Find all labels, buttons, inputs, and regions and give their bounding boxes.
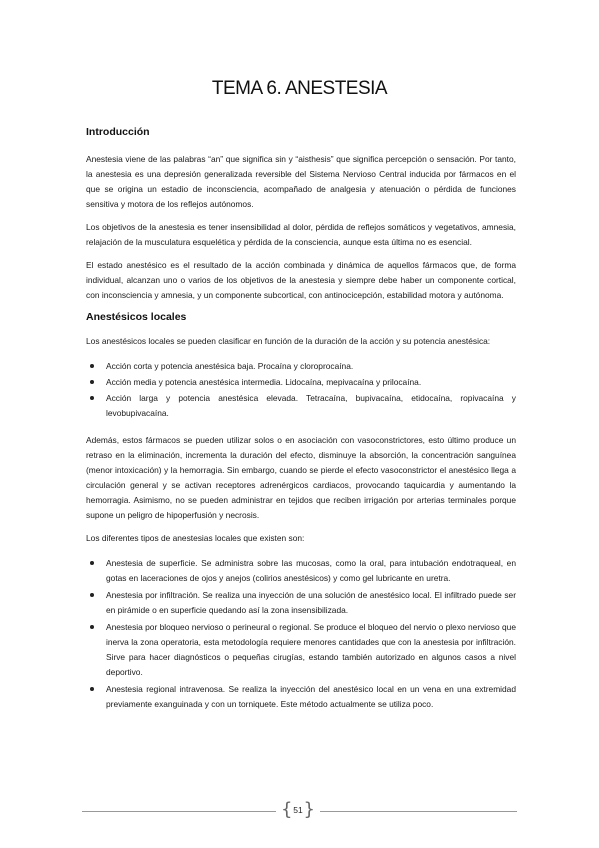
list-item: Acción corta y potencia anestésica baja. Procaína y cloroprocaína. [86, 359, 516, 374]
list-item: Acción media y potencia anestésica intermedia. Lidocaína, mepivacaína y prilocaína. [86, 375, 516, 390]
local-intro-paragraph: Los anestésicos locales se pueden clasificar en función de la duración de la acción y su potencia anestésica: [86, 336, 491, 346]
intro-paragraph-1: Anestesia viene de las palabras “an” que significa sin y “aisthesis” que significa percepción o sensación. Por tanto, la anestesia es una depresión generalizada reversible del Sistema Nervioso Central inducida por fármacos en el que se origina un estadio de inconsciencia, acompañado de analgesia y atenuación o pérdida de funciones sensitiva y motora de los reflejos autónomos. [86, 154, 516, 209]
types-intro-paragraph: Los diferentes tipos de anestesias locales que existen son: [86, 533, 305, 543]
list-item: Anestesia por infiltración. Se realiza una inyección de una solución de anestésico local. El infiltrado puede ser en pirámide o en superficie quedando así la zona insensibilizada. [86, 588, 516, 618]
vasoconstrictor-paragraph: Además, estos fármacos se pueden utilizar solos o en asociación con vasoconstrictores, esto último produce un retraso en la eliminación, incrementa la duración del efecto, disminuye la absorción, la concentración sanguínea (menor intoxicación) y la hemorragia. Sin embargo, cuando se pierde el efecto vasoconstrictor el anestésico llega a circulación general y se activan receptores adrenérgicos cardiacos, provocando taquicardia y aumentando la hemorragia. Asimismo, no se pueden administrar en tejidos que reciben irrigación por arterias terminales porque supone un peligro de hipoperfusión y necrosis. [86, 435, 516, 520]
page-number: 51 [293, 805, 303, 815]
brace-left-icon: { [281, 799, 293, 820]
intro-paragraph-3: El estado anestésico es el resultado de la acción combinada y dinámica de aquellos fármacos que, de forma individual, alcanzan uno o varios de los objetivos de la anestesia y siempre debe haber un componente cortical, con inconsciencia y amnesia, y un componente subcortical, con antinocicepción, estabilidad motora y autónoma. [86, 260, 516, 300]
page-number-box [281, 800, 315, 822]
list-item: Acción larga y potencia anestésica elevada. Tetracaína, bupivacaína, etidocaína, ropivacaína y levobupivacaína. [86, 391, 516, 421]
intro-paragraph-2: Los objetivos de la anestesia es tener insensibilidad al dolor, pérdida de reflejos somáticos y vegetativos, amnesia, relajación de la musculatura esquelética y pérdida de la consciencia, aunque esta última no es esencial. [86, 222, 516, 247]
section-heading-introduccion: Introducción [86, 126, 150, 138]
list-item: Anestesia regional intravenosa. Se realiza la inyección del anestésico local en un vena en una extremidad previamente exanguinada y con un torniquete. Este método actualmente se utiliza poco. [86, 682, 516, 712]
footer-rule-left [82, 811, 276, 812]
section-heading-anestesicos-locales: Anestésicos locales [86, 311, 187, 323]
page-title: TEMA 6. ANESTESIA [211, 78, 388, 99]
page-content [86, 126, 516, 720]
list-item: Anestesia de superficie. Se administra sobre las mucosas, como la oral, para intubación endotraqueal, en gotas en laceraciones de ojos y anejos (colirios anestésicos) y como gel lubricante en uretra. [86, 556, 516, 586]
brace-right-icon: } [303, 799, 315, 820]
anesthesia-types-list [86, 556, 516, 712]
footer-rule-right [320, 811, 517, 812]
list-item: Anestesia por bloqueo nervioso o perineural o regional. Se produce el bloqueo del nervio o plexo nervioso que inerva la zona operatoria, esta metodología requiere menores cantidades que con la anestesia por infiltración. Sirve para hacer diagnósticos o pequeñas cirugías, estando también autorizado en algunos casos a nivel deportivo. [86, 620, 516, 680]
classification-list [86, 359, 516, 421]
